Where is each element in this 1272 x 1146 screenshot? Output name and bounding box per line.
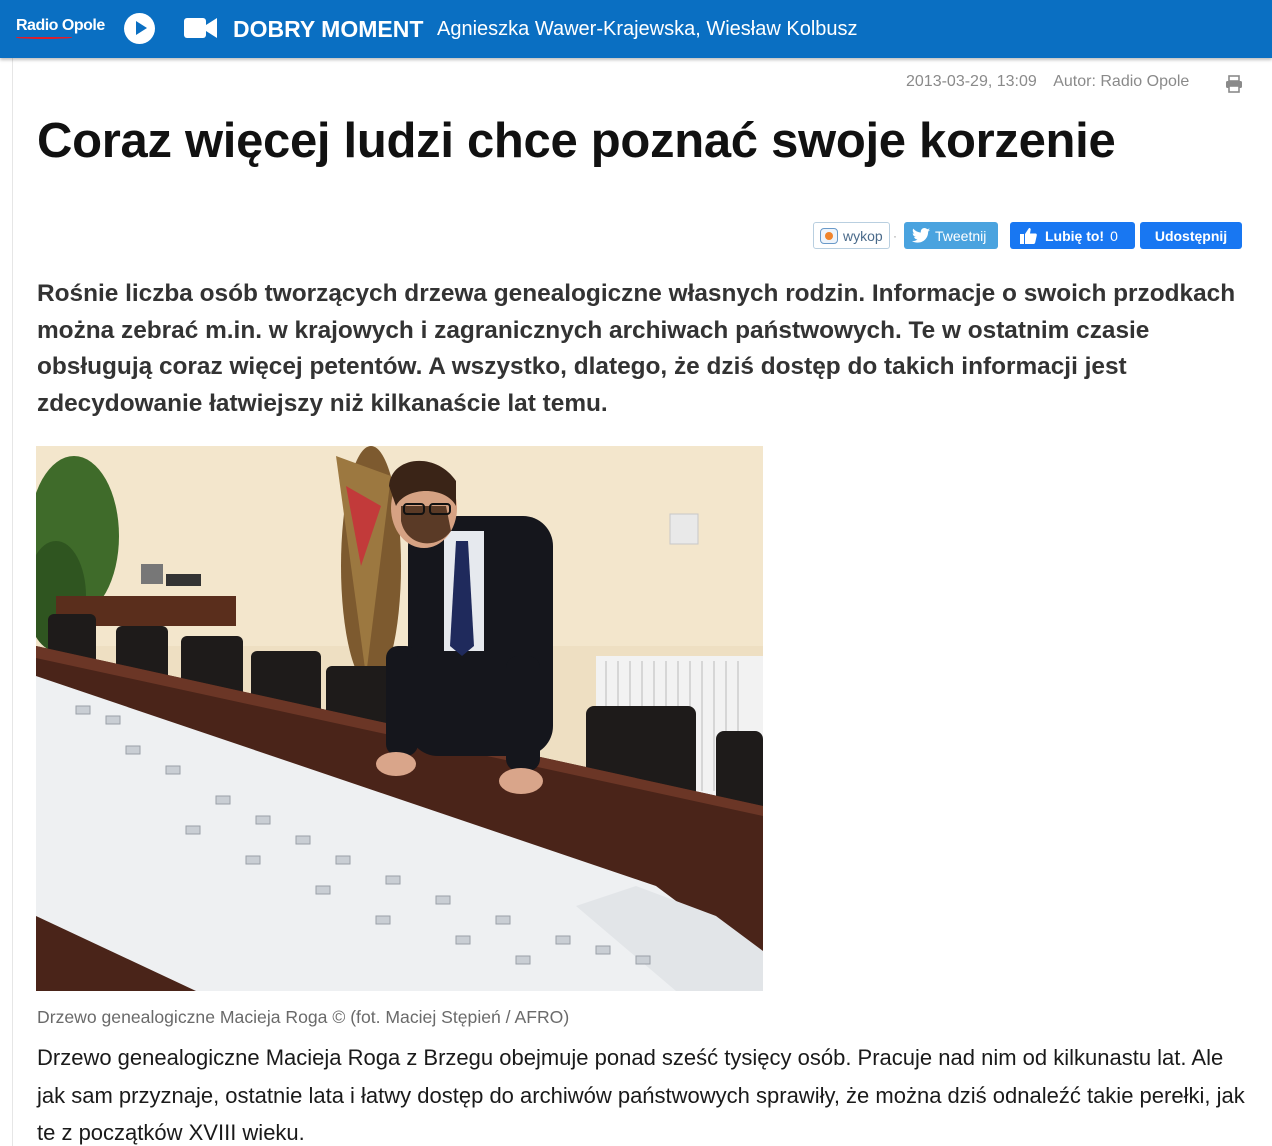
video-camera-icon[interactable]: [184, 17, 217, 39]
thumbs-up-icon: [1020, 228, 1037, 244]
wykop-label: wykop: [843, 227, 883, 244]
left-edge: [0, 58, 13, 1146]
like-count: 0: [1110, 227, 1118, 244]
wykop-button[interactable]: [813, 222, 890, 249]
article-author: Autor: Radio Opole: [1053, 73, 1190, 90]
facebook-share-button[interactable]: Udostępnij: [1140, 222, 1242, 249]
radio-opole-logo[interactable]: Radio Opole: [16, 17, 105, 34]
article-lead: Rośnie liczba osób tworzących drzewa genealogiczne własnych rodzin. Informacje o swoich przodkach można zebrać m.in. w krajowych i zagranicznych archiwach państwowych. Te w ostatnim czasie obsługują coraz więcej petentów. A wszystko, dlatego, że dziś dostęp do takich informacji jest zdecydowanie łatwiejszy niż kilkanaście lat temu.: [37, 280, 1236, 417]
article-title: Coraz więcej ludzi chce poznać swoje korzenie: [37, 114, 1116, 168]
photo-genealogy-tree-illustration: [36, 446, 763, 991]
article-date: 2013-03-29, 13:09: [906, 73, 1037, 90]
logo-underline: [16, 36, 72, 39]
tweet-label: Tweetnij: [935, 227, 987, 244]
show-title[interactable]: DOBRY MOMENT: [233, 16, 424, 42]
wykop-icon: [820, 228, 838, 244]
top-bar: [0, 0, 1272, 58]
tweet-button[interactable]: [904, 222, 998, 249]
article-meta: [906, 73, 1189, 91]
twitter-bird-icon: [912, 228, 930, 243]
article-body: Drzewo genealogiczne Macieja Roga z Brzegu obejmuje ponad sześć tysięcy osób. Pracuje nad nim od kilkunastu lat. Ale jak sam przyznaje, ostatnie lata i łatwy dostęp do archiwów państwowych sprawiły, że można dziś odnaleźć takie perełki, jak te z początków XVIII wieku.: [37, 1045, 1245, 1145]
show-hosts: Agnieszka Wawer-Krajewska, Wiesław Kolbusz: [437, 18, 858, 40]
play-icon[interactable]: [124, 13, 155, 44]
article-photo[interactable]: [36, 446, 763, 991]
facebook-like-button[interactable]: [1010, 222, 1135, 249]
printer-icon[interactable]: [1225, 75, 1243, 93]
share-separator: ·: [893, 229, 897, 243]
photo-caption: Drzewo genealogiczne Macieja Roga © (fot. Maciej Stępień / AFRO): [37, 1007, 570, 1027]
like-label: Lubię to!: [1045, 227, 1105, 244]
